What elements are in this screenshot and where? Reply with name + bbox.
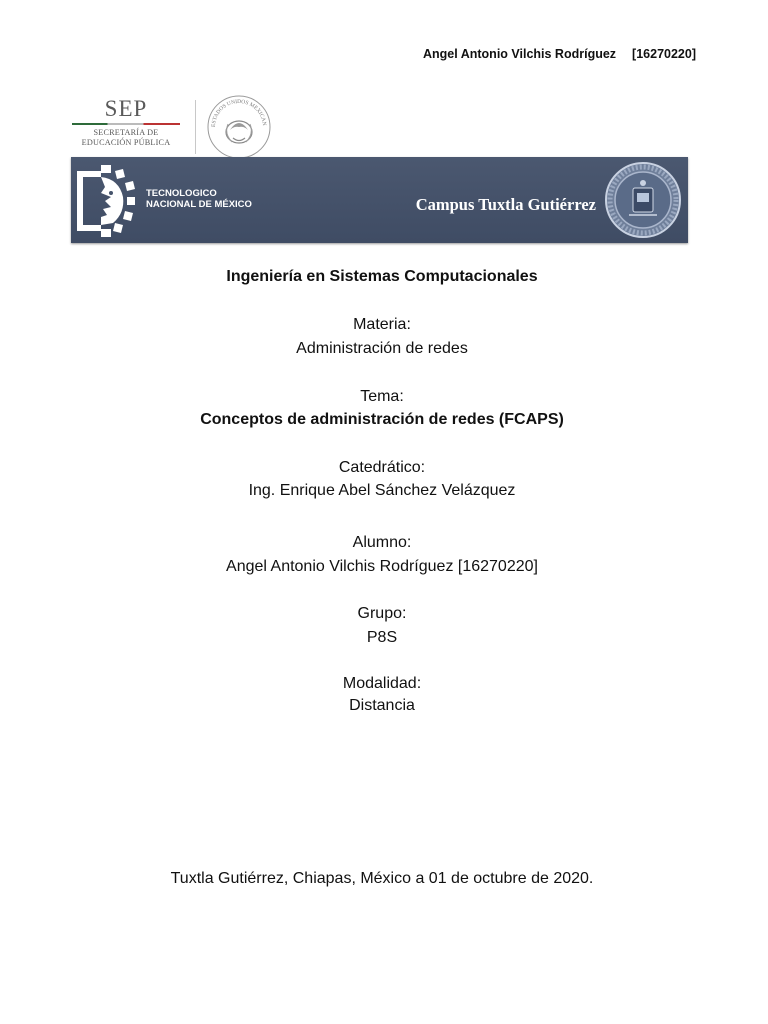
logo-divider <box>195 100 196 154</box>
itt-seal-icon <box>604 161 682 239</box>
sep-color-bar <box>72 123 180 125</box>
tecnm-line1: TECNOLOGICO <box>146 188 217 199</box>
teacher-label: Catedrático: <box>338 459 426 476</box>
tecnm-logo-icon <box>71 163 141 239</box>
mexico-seal-icon <box>206 94 272 160</box>
sep-line2: EDUCACIÓN PÚBLICA <box>81 138 171 147</box>
sep-name: SEP <box>104 96 148 121</box>
campus-name: Campus Tuxtla Gutiérrez <box>415 195 596 214</box>
mode-label: Modalidad: <box>342 675 422 692</box>
subject-label: Materia: <box>353 316 411 333</box>
topic-label: Tema: <box>360 388 404 405</box>
tecnm-line2: NACIONAL DE MÉXICO <box>146 199 252 210</box>
sep-line1: SECRETARÍA DE <box>93 128 159 137</box>
tecnm-wordmark <box>146 188 252 210</box>
header-id: [16270220] <box>632 47 696 61</box>
teacher-value: Ing. Enrique Abel Sánchez Velázquez <box>248 482 516 499</box>
group-value: P8S <box>366 629 398 646</box>
svg-text:ESTADOS UNIDOS MEXICANOS <box>206 94 267 127</box>
group-label: Grupo: <box>357 605 407 622</box>
career-title: Ingeniería en Sistemas Computacionales <box>226 268 538 285</box>
header-author: Angel Antonio Vilchis Rodríguez <box>422 47 617 61</box>
topic-value: Conceptos de administración de redes (FCAPS) <box>200 411 564 428</box>
institution-banner <box>71 157 688 243</box>
page-header <box>423 47 696 61</box>
student-label: Alumno: <box>352 534 412 551</box>
student-value: Angel Antonio Vilchis Rodríguez [16270220] <box>226 558 538 575</box>
place-date: Tuxtla Gutiérrez, Chiapas, México a 01 de octubre de 2020. <box>170 870 594 887</box>
subject-value: Administración de redes <box>296 340 468 357</box>
mode-value: Distancia <box>349 697 415 714</box>
seal-text: ESTADOS UNIDOS MEXICAN <box>210 98 268 128</box>
sep-logo <box>72 96 282 158</box>
